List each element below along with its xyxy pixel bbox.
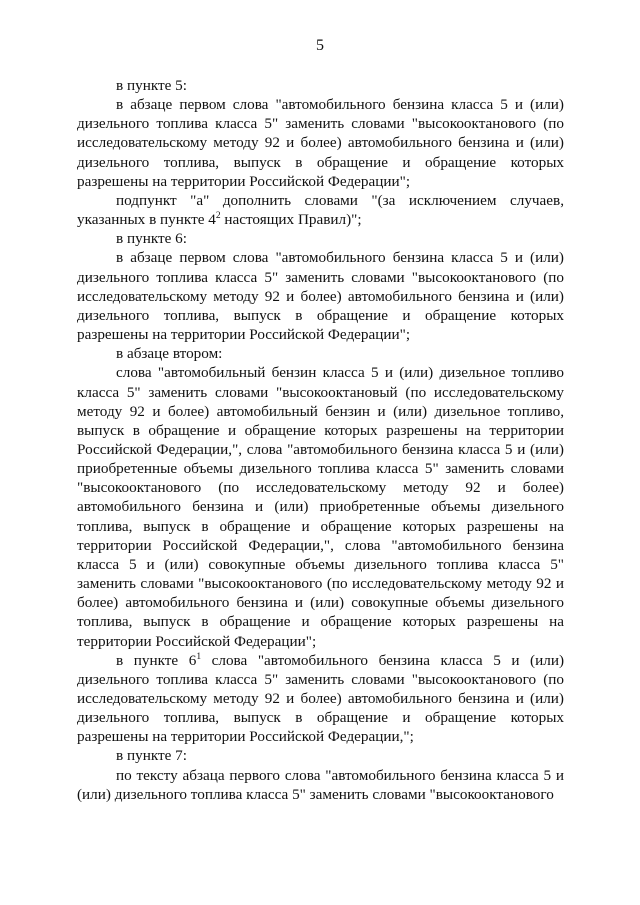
- paragraph-item-6-1: [77, 651, 564, 747]
- superscript: 1: [196, 651, 202, 662]
- paragraph-text-after-superscript: слова "автомобильного бензина класса 5 и (или) дизельного топлива класса 5" заменить словами "высокооктанового (по исследовательскому методу 92 и более) автомобильного бензина и (или) дизельного топлива, выпуск в обращение и обращение которых разрешены на территории Российской Федерации,";: [77, 651, 565, 746]
- paragraph-second-abzac-header: в абзаце втором:: [116, 345, 223, 363]
- superscript: 2: [215, 211, 221, 222]
- paragraph-item-6-first-abzac: в абзаце первом слова "автомобильного бензина класса 5 и (или) дизельного топлива класса 5" заменить словами "высокооктанового (по исследовательскому методу 92 и более) автомобильного бензина и (или) дизельного топлива, выпуск в обращение и обращение которых разрешены на территории Российской Федерации";: [77, 249, 564, 344]
- paragraph-text-after-superscript: настоящих Правил)";: [220, 211, 362, 229]
- paragraph-second-abzac-text: слова "автомобильный бензин класса 5 и (или) дизельное топливо класса 5" заменить словами "высокооктановый (по исследовательскому методу 92 и более) автомобильный бензин и (или) дизельное топливо, выпуск в обращение и обращение которых разрешены на территории Российской Федерации,", слова "автомобильного бензина класса 5 и (или) приобретенные объемы дизельного топлива класса 5" заменить словами "высокооктанового (по исследовательскому методу 92 и более) автомобильного бензина и (или) приобретенные объемы дизельного топлива, выпуск в обращение и обращение которых разрешены на территории Российской Федерации,", слова "автомобильного бензина класса 5 и (или) совокупные объемы дизельного топлива класса 5" заменить словами "высокооктанового (по исследовательскому методу 92 и более) автомобильного бензина и (или) совокупные объемы дизельного топлива, выпуск в обращение и обращение которых разрешены на территории Российской Федерации";: [77, 364, 564, 650]
- page-number: 5: [316, 37, 324, 54]
- paragraph-subitem-a: [77, 191, 564, 229]
- document-body: [77, 76, 564, 804]
- paragraph-item-7-text: по тексту абзаца первого слова "автомобильного бензина класса 5 и (или) дизельного топлива класса 5" заменить словами "высокооктанового: [77, 766, 564, 803]
- paragraph-item-5-first-abzac: в абзаце первом слова "автомобильного бензина класса 5 и (или) дизельного топлива класса 5" заменить словами "высокооктанового (по исследовательскому методу 92 и более) автомобильного бензина и (или) дизельного топлива, выпуск в обращение и обращение которых разрешены на территории Российской Федерации";: [77, 96, 564, 190]
- paragraph-item-6-header: в пункте 6:: [116, 230, 187, 248]
- paragraph-item-7-header: в пункте 7:: [116, 747, 187, 765]
- paragraph-item-5-header: в пункте 5:: [116, 77, 187, 94]
- paragraph-text-before-superscript: подпункт "а" дополнить словами "(за исключением случаев, указанных в пункте 4: [77, 191, 564, 229]
- paragraph-text-before-superscript: в пункте 6: [116, 651, 197, 669]
